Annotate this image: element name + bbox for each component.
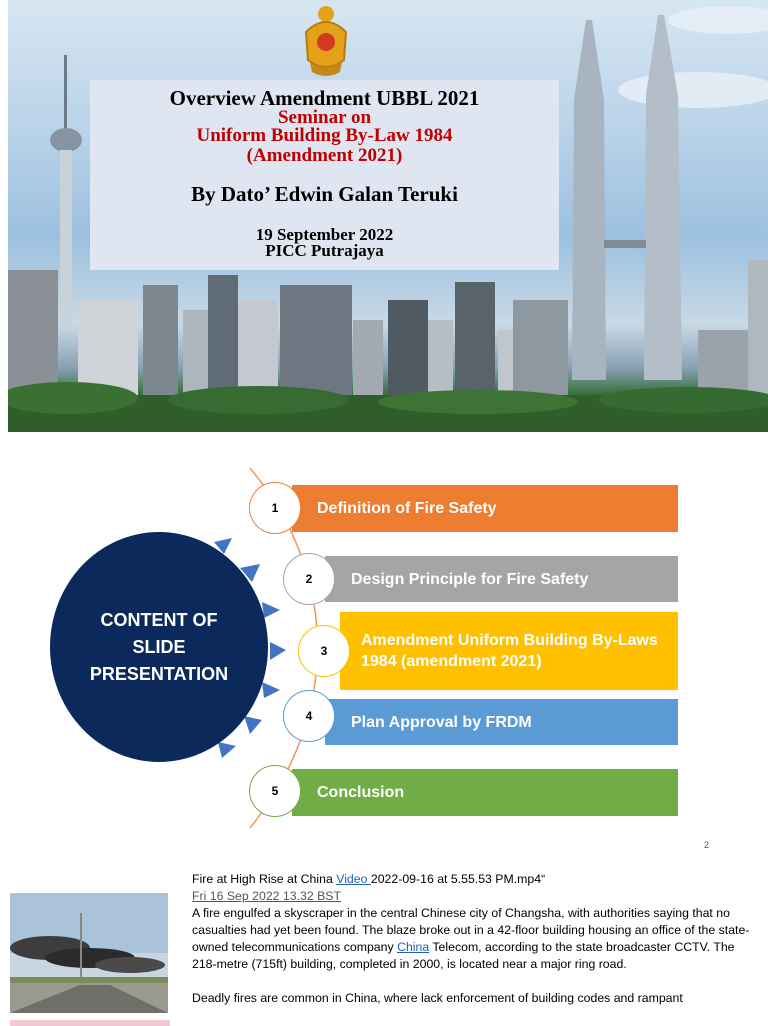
triangle-marker-icon [262, 682, 280, 698]
event-date: 19 September 2022 [255, 225, 394, 244]
news-article [192, 871, 762, 1007]
overview-title: Overview Amendment UBBL 2021 [169, 86, 480, 110]
title-slide [8, 0, 768, 432]
content-item-5 [292, 769, 678, 816]
headline-filename: 2022-09-16 at 5.55.53 PM.mp4“ [370, 872, 546, 886]
paragraph-1 [192, 905, 762, 973]
triangle-marker-icon [262, 602, 280, 618]
fire-smoke-photo [10, 893, 168, 1013]
video-link[interactable]: Video [336, 872, 371, 886]
item-number-badge: 2 [283, 553, 335, 605]
china-link[interactable]: China [397, 940, 430, 954]
page-number: 2 [704, 840, 710, 850]
paragraph-1-text: A fire engulfed a skyscraper in the central Chinese city of Changsha, with authorities saying that no casualties had yet been found. The blaze broke out in a 42-floor building housing an office of the state-owned telecommunications company [192, 906, 750, 954]
presenter-name: By Dato’ Edwin Galan Teruki [191, 182, 458, 206]
seminar-on-label: Seminar on [277, 107, 372, 128]
content-item-3 [340, 612, 678, 690]
contents-center-title: CONTENT OF SLIDE PRESENTATION [89, 609, 229, 684]
item-number-badge: 4 [283, 690, 335, 742]
royal-crest-logo [296, 2, 356, 80]
item-number-badge: 5 [249, 765, 301, 817]
content-item-label: Plan Approval by FRDM [351, 713, 532, 731]
paragraph-1-text-cont: Telecom, according to the state broadcaster CCTV. The 218-metre (715ft) building, completed in 2000, is located near a major ring road. [192, 940, 735, 971]
content-item-4 [325, 699, 678, 745]
item-number-badge: 3 [298, 625, 350, 677]
amendment-label: (Amendment 2021) [246, 145, 403, 166]
contents-center-circle [50, 532, 268, 762]
triangle-marker-icon [244, 716, 262, 734]
content-item-label: Design Principle for Fire Safety [351, 570, 589, 588]
content-item-label: Conclusion [317, 784, 405, 801]
bylaw-title: Uniform Building By-Law 1984 [196, 125, 453, 146]
triangle-marker-icon [218, 742, 236, 758]
content-item-label: Amendment Uniform Building By-Laws 1984 (amendment 2021) [361, 632, 658, 670]
caption-strip [10, 1020, 170, 1026]
headline [192, 871, 762, 888]
content-item-1 [292, 485, 678, 532]
event-venue: PICC Putrajaya [265, 241, 384, 260]
contents-slide [0, 446, 768, 850]
dateline: Fri 16 Sep 2022 13.32 BST [192, 889, 342, 903]
triangle-marker-icon [270, 642, 286, 660]
headline-text: Fire at High Rise at China [192, 872, 337, 886]
paragraph-2: Deadly fires are common in China, where lack enforcement of building codes and rampant [192, 991, 683, 1005]
content-item-2 [325, 556, 678, 602]
content-item-label: Definition of Fire Safety [317, 500, 497, 517]
news-slide [0, 860, 768, 1024]
item-number-badge: 1 [249, 482, 301, 534]
title-box [90, 80, 559, 270]
